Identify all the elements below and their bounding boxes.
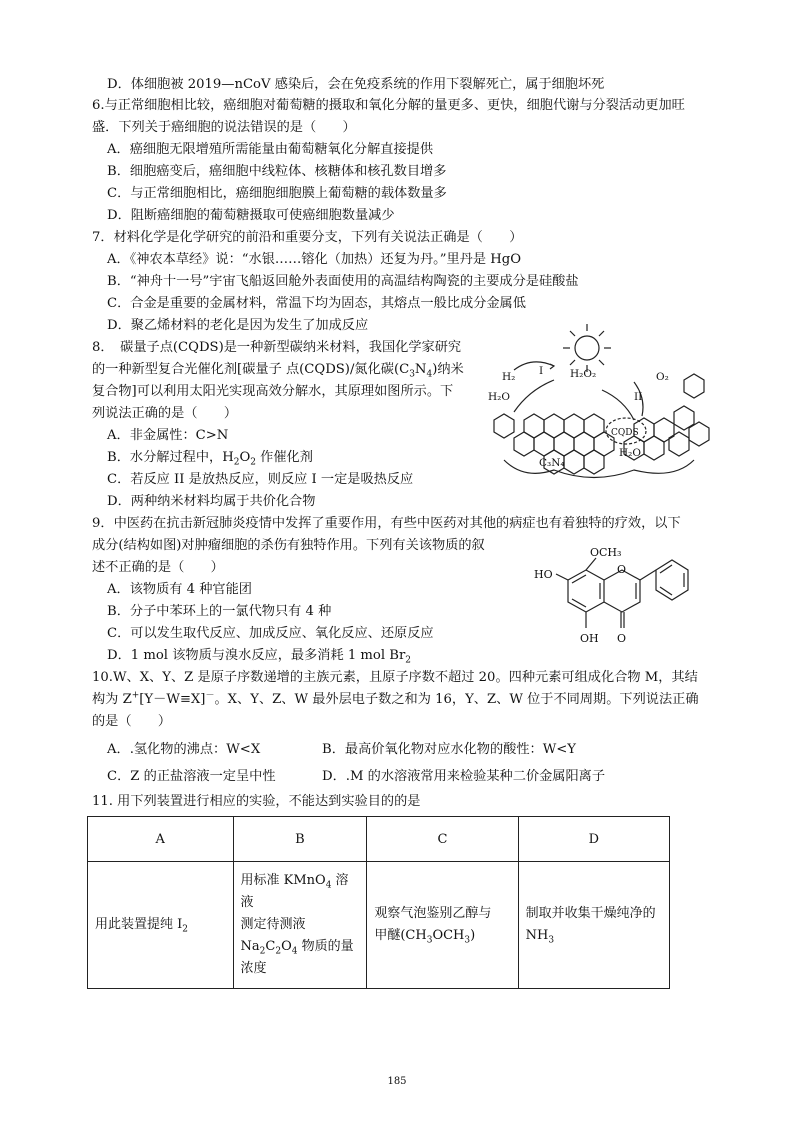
q11-body-row: [88, 862, 670, 989]
q9-option-c: C．可以发生取代反应、加成反应、氧化反应、还原反应: [107, 626, 434, 641]
q9-structure-diagram: [528, 548, 708, 648]
q11-cell-c: 观察气泡鉴别乙醇与 甲醚$(CH_3OCH_3)$: [367, 862, 518, 989]
fig-label-h2: H₂: [502, 371, 516, 383]
q11-header-b: B: [233, 817, 367, 862]
fig-label-h2o-left: H₂O: [488, 391, 510, 403]
page-number: 185: [387, 1076, 407, 1087]
fig-label-h2o2: H₂O₂: [570, 368, 597, 380]
q7-stem: 7．材料化学是化学研究的前沿和重要分支，下列有关说法正确是（ ）: [92, 230, 523, 245]
q6-option-b: B．细胞癌变后，癌细胞中线粒体、核糖体和核孔数目增多: [107, 164, 447, 179]
fig-label-ring-o: O: [617, 563, 627, 576]
q7-option-a: A．《神农本草经》说：“水银……镕化（加热）还复为丹。”里丹是 HgO: [107, 252, 522, 267]
fig-label-i: I: [539, 365, 544, 377]
q8-stem-line1: 8． 碳量子点(CQDS)是一种新型碳纳米材料，我国化学家研究: [92, 340, 462, 355]
fig-label-h2o-right: H₂O: [619, 447, 641, 459]
q10-option-b: B．最高价氧化物对应水化物的酸性：W<Y: [322, 742, 576, 757]
q8-option-d: D．两种纳米材料均属于共价化合物: [107, 494, 316, 509]
fig-label-ii: II: [634, 391, 643, 403]
q9-stem-line2: 成分(结构如图)对肿瘤细胞的杀伤有独特作用。下列有关该物质的叙: [92, 538, 485, 553]
q6-stem-line2: 盛．下列关于癌细胞的说法错误的是（ ）: [92, 120, 356, 135]
q11-stem: 11. 用下列装置进行相应的实验，不能达到实验目的的是: [92, 794, 421, 809]
q8-photocatalysis-diagram: [484, 320, 714, 490]
q6-option-d: D．阻断癌细胞的葡萄糖摄取可使癌细胞数量减少: [107, 208, 395, 223]
q11-cell-b: 用标准 KMnO$_4$ 溶液 测定待测液 $Na_2C_2O_4$ 物质的量 浓度: [233, 862, 367, 989]
q9-option-a: A．该物质有 4 种官能团: [107, 582, 252, 597]
q11-header-a: A: [88, 817, 234, 862]
q6-stem-line1: 6.与正常细胞相比较，癌细胞对葡萄糖的摄取和氧化分解的量更多、更快，细胞代谢与分裂活动更加旺: [92, 98, 685, 113]
fig-label-o2: O₂: [656, 371, 669, 383]
q9-stem-line1: 9．中医药在抗击新冠肺炎疫情中发挥了重要作用，有些中医药对其他的病症也有着独特的疗效，以下: [92, 516, 681, 531]
q10-stem-line2: 构为 Z+[Y－W≡X]－。X、Y、Z、W 最外层电子数之和为 16，Y、Z、W 位于不同周期。下列说法正确: [92, 690, 699, 707]
q6-option-c: C．与正常细胞相比，癌细胞细胞膜上葡萄糖的载体数量多: [107, 186, 447, 201]
q10-option-a: A．.氢化物的沸点：W<X: [107, 742, 261, 757]
q6-option-a: A．癌细胞无限增殖所需能量由葡萄糖氧化分解直接提供: [107, 142, 434, 157]
q10-stem-line3: 的是（ ）: [92, 714, 172, 729]
fig-label-c3n4: C₃N₄: [539, 457, 565, 469]
q8-stem-line2: 的一种新型复合光催化剂[碳量子 点(CQDS)/氮化碳$(C_3N_4)$纳米: [92, 362, 464, 380]
q9-option-b: B．分子中苯环上的一氯代物只有 4 种: [107, 604, 332, 619]
q10-option-d: D．.M 的水溶液常用来检验某种二价金属阳离子: [322, 769, 606, 784]
q11-header-row: [88, 817, 670, 862]
sun-icon: [563, 324, 611, 372]
q11-header-d: D: [518, 817, 669, 862]
q8-option-a: A．非金属性：C>N: [107, 428, 229, 443]
q7-option-c: C．合金是重要的金属材料，常温下均为固态，其熔点一般比成分金属低: [107, 296, 526, 311]
q10-option-c: C．Z 的正盐溶液一定呈中性: [107, 769, 276, 784]
q8-option-b: B．水分解过程中，$H_2O_2$ 作催化剂: [107, 450, 313, 468]
fig-label-keto-o: O: [617, 632, 627, 645]
q7-option-b: B．“神舟十一号”宇宙飞船返回舱外表面使用的高温结构陶瓷的主要成分是硅酸盐: [107, 274, 579, 289]
fig-label-och3: OCH₃: [590, 548, 622, 559]
q11-header-c: C: [367, 817, 518, 862]
q11-cell-d: 制取并收集干燥纯净的 $NH_3$: [518, 862, 669, 989]
q9-option-d: D．1 mol 该物质与溴水反应，最多消耗 1 mol $Br_2$: [107, 648, 411, 666]
q10-stem-line1: 10.W、X、Y、Z 是原子序数递增的主族元素，且原子序数不超过 20。四种元素可组成化合物 M，其结: [92, 670, 698, 685]
q5-option-d: D．体细胞被 2019—nCoV 感染后，会在免疫系统的作用下裂解死亡，属于细胞坏死: [107, 77, 605, 92]
q7-option-d: D．聚乙烯材料的老化是因为发生了加成反应: [107, 318, 369, 333]
q11-cell-a: 用此装置提纯 $I_2$: [88, 862, 234, 989]
q8-stem-line3: 复合物]可以利用太阳光实现高效分解水，其原理如图所示。下: [92, 384, 454, 399]
q11-table: [87, 816, 670, 989]
q9-stem-line3: 述不正确的是（ ）: [92, 560, 224, 575]
q8-stem-line4: 列说法正确的是（ ）: [92, 406, 238, 421]
q8-option-c: C．若反应 II 是放热反应，则反应 I 一定是吸热反应: [107, 472, 414, 487]
fig-label-oh: OH: [580, 632, 599, 645]
fig-label-ho: HO: [534, 568, 553, 581]
fig-label-cqds: CQDS: [611, 428, 639, 438]
